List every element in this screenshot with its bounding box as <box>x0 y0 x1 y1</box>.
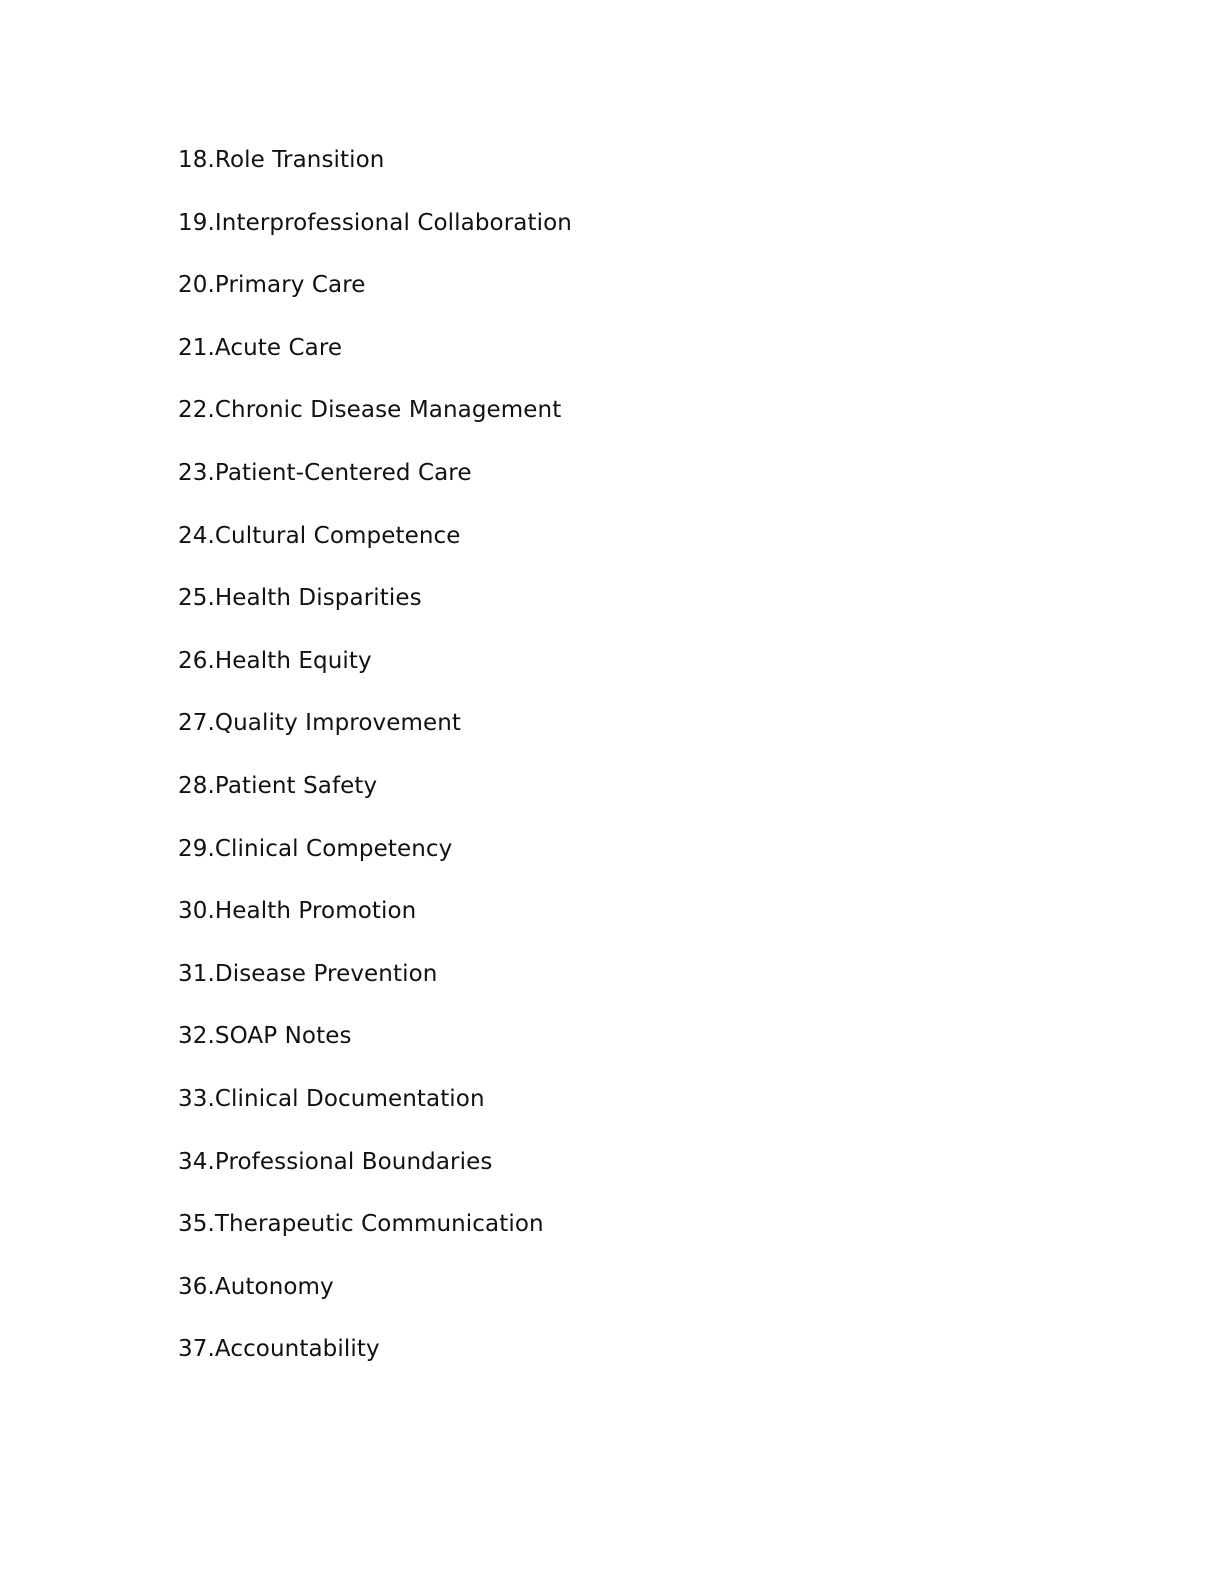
item-text: Clinical Documentation <box>214 1085 485 1112</box>
item-number: 19. <box>178 209 215 236</box>
item-text: Autonomy <box>214 1273 334 1300</box>
item-text: Accountability <box>214 1336 380 1363</box>
list-item <box>178 392 572 455</box>
item-text: Therapeutic Communication <box>214 1211 544 1238</box>
list-item <box>178 956 572 1019</box>
list-item <box>178 1144 572 1207</box>
item-text: Primary Care <box>214 272 366 299</box>
item-text: Professional Boundaries <box>214 1148 493 1175</box>
item-number: 29. <box>178 835 215 862</box>
item-number: 23. <box>178 459 215 486</box>
list-item <box>178 831 572 894</box>
item-text: SOAP Notes <box>214 1023 352 1050</box>
item-number: 22. <box>178 397 215 424</box>
list-item <box>178 518 572 581</box>
list-item <box>178 205 572 268</box>
item-number: 26. <box>178 647 215 674</box>
list-item <box>178 893 572 956</box>
list-item <box>178 455 572 518</box>
item-number: 27. <box>178 710 215 737</box>
list-item <box>178 1018 572 1081</box>
numbered-list <box>178 142 572 1394</box>
item-number: 28. <box>178 772 215 799</box>
item-text: Health Promotion <box>214 898 417 925</box>
list-item <box>178 1269 572 1332</box>
item-number: 20. <box>178 272 215 299</box>
item-number: 30. <box>178 898 215 925</box>
list-item <box>178 643 572 706</box>
list-item <box>178 267 572 330</box>
item-text: Disease Prevention <box>214 960 438 987</box>
item-number: 33. <box>178 1085 215 1112</box>
item-number: 36. <box>178 1273 215 1300</box>
item-text: Patient Safety <box>214 772 378 799</box>
list-item <box>178 142 572 205</box>
item-number: 24. <box>178 522 215 549</box>
item-text: Cultural Competence <box>214 522 461 549</box>
item-text: Quality Improvement <box>214 710 462 737</box>
item-text: Patient-Centered Care <box>214 459 472 486</box>
item-number: 25. <box>178 585 215 612</box>
item-number: 21. <box>178 334 215 361</box>
list-item <box>178 1331 572 1394</box>
item-number: 34. <box>178 1148 215 1175</box>
item-text: Health Equity <box>214 647 372 674</box>
item-text: Acute Care <box>214 334 343 361</box>
item-number: 37. <box>178 1336 215 1363</box>
item-text: Interprofessional Collaboration <box>214 209 572 236</box>
item-text: Chronic Disease Management <box>214 397 562 424</box>
list-item <box>178 1081 572 1144</box>
item-text: Clinical Competency <box>214 835 453 862</box>
item-text: Role Transition <box>214 147 385 173</box>
item-text: Health Disparities <box>214 585 422 612</box>
list-item <box>178 768 572 831</box>
list-item <box>178 330 572 393</box>
list-item <box>178 580 572 643</box>
item-number: 18. <box>178 147 215 173</box>
item-number: 31. <box>178 960 215 987</box>
item-number: 32. <box>178 1023 215 1050</box>
list-item <box>178 705 572 768</box>
list-item <box>178 1206 572 1269</box>
item-number: 35. <box>178 1211 215 1238</box>
